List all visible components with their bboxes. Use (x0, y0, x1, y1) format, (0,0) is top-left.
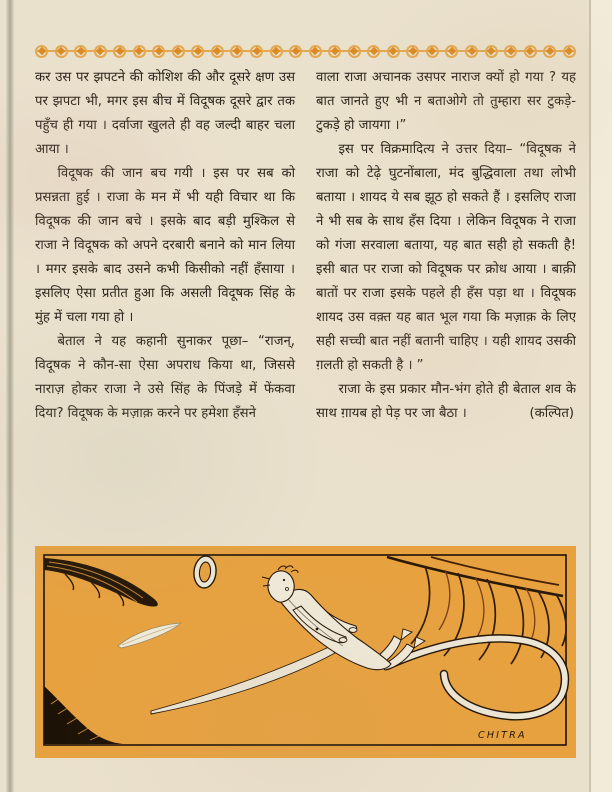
paragraph: कर उस पर झपटने की कोशिश की और दूसरे क्षण उस पर झपटा भी, मगर इस बीच में विदूषक दूसरे द्वार तक पहुँच ही गया । दर्वाजा खुलते ही वह जल्दी बाहर चला आया । (35, 70, 295, 157)
illustrator-signature: CHITRA (478, 730, 527, 741)
flower-motif-icon (524, 45, 537, 58)
paragraph: इस पर विक्रमादित्य ने उत्तर दिया– “विदूषक ने राजा को टेढ़े घुटनोंबाला, मंद बुद्धिवाला तथा लोभी बताया । शायद ये सब झूठ हो सकते हैं । इसलिए राजा ने भी सब के साथ हँस दिया । लेकिन विदूषक ने राजा को गंजा सरवाला बताया, यह बात सही हो सकती है! इसी बात पर राजा को विदूषक पर क्रोध आया । बाक़ी बातों पर राजा इसके पहले ही हँस पड़ा था । विदूषक शायद उस वक़्त यह बात भूल गया कि मज़ाक़ के लिए सही सच्ची बात नहीं बतानी चाहिए । यही शायद उसकी ग़लती हो सकती है । ” (316, 142, 576, 373)
paragraph: वाला राजा अचानक उसपर नाराज क्यों हो गया ? यह बात जानते हुए भी न बताओगे तो तुम्हारा सर टुकड़े-टुकड़े हो जायगा ।” (316, 70, 576, 133)
right-column (316, 66, 576, 426)
paragraph: बेताल ने यह कहानी सुनाकर पूछा– “राजन्, विदूषक ने कौन-सा ऐसा अपराध किया था, जिससे नाराज़ होकर राजा ने उसे सिंह के पिंजड़े में फेंकवा दिया? विदूषक के मज़ाक़ करने पर हमेशा हँसने (35, 334, 295, 421)
flower-motif-icon (348, 45, 361, 58)
story-illustration (35, 546, 576, 758)
flower-motif-icon (35, 45, 48, 58)
flower-motif-icon (94, 45, 107, 58)
flower-motif-icon (191, 45, 204, 58)
flower-motif-icon (445, 45, 458, 58)
flower-motif-icon (55, 45, 68, 58)
flower-motif-icon (465, 45, 478, 58)
text-columns (35, 66, 576, 426)
page-gutter-shadow (6, 0, 14, 792)
flower-motif-icon (270, 45, 283, 58)
flower-motif-icon (289, 45, 302, 58)
left-column (35, 66, 295, 426)
flower-motif-icon (367, 45, 380, 58)
flower-motif-icon (113, 45, 126, 58)
flower-motif-icon (485, 45, 498, 58)
flower-motif-icon (387, 45, 400, 58)
story-attribution: (कल्पित) (529, 406, 574, 421)
flower-motif-icon (230, 45, 243, 58)
flower-motif-icon (211, 45, 224, 58)
flower-motif-icon (426, 45, 439, 58)
flower-motif-icon (328, 45, 341, 58)
flower-motif-icon (563, 45, 576, 58)
flower-motif-icon (309, 45, 322, 58)
page-right-edge (591, 0, 612, 792)
flower-motif-icon (504, 45, 517, 58)
ornament-border (35, 42, 576, 60)
flower-motif-icon (152, 45, 165, 58)
flower-motif-icon (250, 45, 263, 58)
flower-motif-icon (172, 45, 185, 58)
flower-motif-icon (543, 45, 556, 58)
paragraph: राजा के इस प्रकार मौन-भंग होते ही बेताल शव के साथ ग़ायब हो पेड़ पर जा बैठा । (316, 382, 576, 421)
flower-motif-icon (133, 45, 146, 58)
figure-head (268, 571, 294, 602)
flower-motif-icon (406, 45, 419, 58)
paragraph: विदूषक की जान बच गयी । इस पर सब को प्रसन्नता हुई । राजा के मन में भी यही विचार था कि विदूषक की जान बचे । इसके बाद बड़ी मुश्किल से राजा ने विदूषक को अपने दरबारी बनाने को मान लिया । मगर इसके बाद उसने कभी किसीको नहीं हँसाया । इसलिए ऐसा प्रतीत हुआ कि असली विदूषक सिंह के मुंह में चला गया हो । (35, 166, 295, 325)
flower-motif-icon (74, 45, 87, 58)
